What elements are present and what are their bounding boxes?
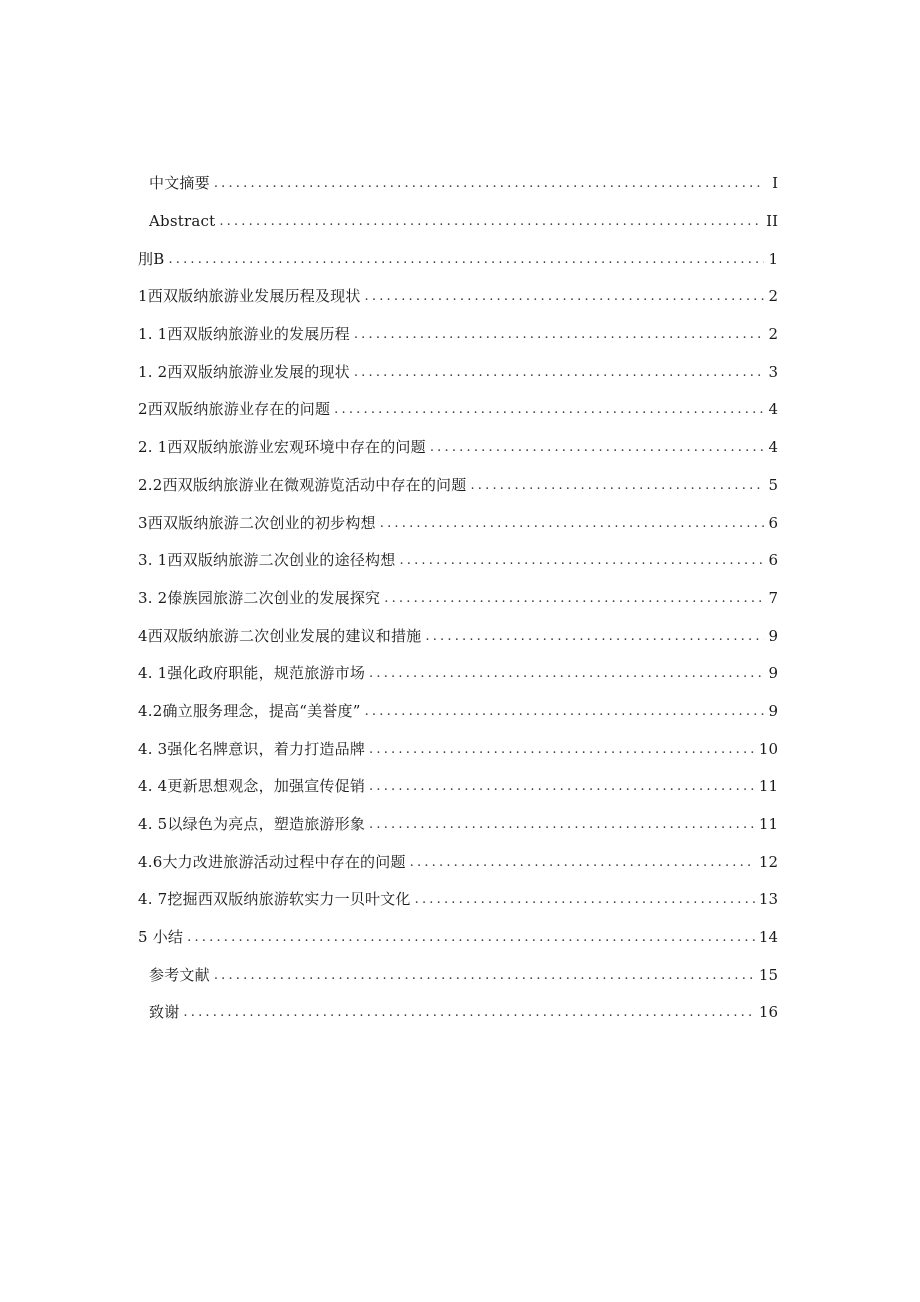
- toc-entry-title: 1. 1西双版纳旅游业的发展历程: [138, 325, 350, 344]
- toc-entry-title: 刖B: [138, 249, 165, 268]
- toc-entry-title: 1. 2西双版纳旅游业发展的现状: [138, 362, 350, 381]
- toc-entry-page-number: 5: [768, 475, 778, 494]
- toc-entry-page-number: 14: [758, 928, 778, 947]
- dot-leader: [354, 328, 764, 341]
- toc-entry-page-number: 9: [768, 626, 778, 645]
- toc-entry-title: Abstract: [149, 212, 216, 231]
- toc-entry-title: 参考文献: [149, 965, 210, 984]
- dot-leader: [183, 1006, 755, 1019]
- toc-entry[interactable]: [138, 240, 778, 278]
- toc-entry[interactable]: [138, 843, 778, 881]
- dot-leader: [334, 403, 764, 416]
- toc-entry-page-number: 2: [768, 287, 778, 306]
- dot-leader: [214, 969, 755, 982]
- toc-entry-page-number: 1: [768, 249, 778, 268]
- table-of-contents: [138, 165, 778, 1032]
- dot-leader: [470, 479, 764, 492]
- toc-entry-page-number: 7: [768, 588, 778, 607]
- toc-entry-title: 1西双版纳旅游业发展历程及现状: [138, 287, 361, 306]
- toc-entry-page-number: 12: [758, 852, 778, 871]
- toc-entry[interactable]: [138, 504, 778, 542]
- toc-entry-title: 4西双版纳旅游二次创业发展的建议和措施: [138, 626, 422, 645]
- toc-entry[interactable]: [138, 429, 778, 467]
- toc-entry-title: 4.2确立服务理念，提高“美誉度”: [138, 701, 361, 720]
- toc-entry[interactable]: [138, 994, 778, 1032]
- toc-entry[interactable]: [138, 278, 778, 316]
- dot-leader: [365, 705, 764, 718]
- toc-entry[interactable]: [138, 655, 778, 693]
- toc-entry-page-number: 10: [758, 739, 778, 758]
- dot-leader: [399, 554, 764, 567]
- toc-entry[interactable]: [138, 580, 778, 618]
- toc-entry-page-number: 9: [768, 664, 778, 683]
- toc-entry-page-number: 11: [758, 777, 778, 796]
- dot-leader: [430, 441, 764, 454]
- toc-entry-title: 3. 1西双版纳旅游二次创业的途径构想: [138, 551, 396, 570]
- toc-entry-title: 4. 5以绿色为亮点，塑造旅游形象: [138, 815, 366, 834]
- toc-entry[interactable]: [138, 693, 778, 731]
- toc-entry-title: 3. 2傣族园旅游二次创业的发展探究: [138, 588, 381, 607]
- toc-entry-page-number: 6: [768, 551, 778, 570]
- toc-entry-page-number: 3: [768, 362, 778, 381]
- dot-leader: [415, 893, 755, 906]
- toc-entry-page-number: 15: [758, 965, 778, 984]
- toc-entry-title: 4. 7挖掘西双版纳旅游软实力一贝叶文化: [138, 890, 411, 909]
- toc-entry-title: 2西双版纳旅游业存在的问题: [138, 400, 331, 419]
- toc-entry-title: 4. 1强化政府职能，规范旅游市场: [138, 664, 366, 683]
- toc-entry-page-number: I: [772, 174, 778, 193]
- toc-entry-title: 2.2西双版纳旅游业在微观游览活动中存在的问题: [138, 475, 467, 494]
- toc-entry-title: 4.6大力改进旅游活动过程中存在的问题: [138, 852, 406, 871]
- toc-entry[interactable]: [138, 768, 778, 806]
- toc-entry[interactable]: [138, 881, 778, 919]
- dot-leader: [168, 253, 764, 266]
- dot-leader: [187, 931, 755, 944]
- toc-entry[interactable]: [138, 617, 778, 655]
- toc-entry-title: 中文摘要: [149, 174, 210, 193]
- dot-leader: [410, 856, 755, 869]
- toc-entry-page-number: 4: [768, 438, 778, 457]
- toc-entry[interactable]: [138, 806, 778, 844]
- toc-entry-page-number: 16: [758, 1003, 778, 1022]
- toc-entry[interactable]: [138, 956, 778, 994]
- toc-entry[interactable]: [138, 730, 778, 768]
- toc-entry[interactable]: [138, 391, 778, 429]
- toc-entry[interactable]: [138, 467, 778, 505]
- toc-entry-title: 5 小结: [138, 928, 184, 947]
- toc-entry-page-number: II: [766, 212, 778, 231]
- dot-leader: [214, 177, 764, 190]
- toc-entry-page-number: 13: [758, 890, 778, 909]
- toc-entry-page-number: 2: [768, 325, 778, 344]
- toc-entry[interactable]: [138, 919, 778, 957]
- dot-leader: [369, 818, 755, 831]
- dot-leader: [369, 743, 755, 756]
- toc-entry[interactable]: [138, 542, 778, 580]
- toc-entry-title: 致谢: [149, 1003, 180, 1022]
- toc-entry-title: 3西双版纳旅游二次创业的初步构想: [138, 513, 376, 532]
- toc-entry-title: 4. 3强化名牌意识，着力打造品牌: [138, 739, 366, 758]
- dot-leader: [380, 517, 764, 530]
- dot-leader: [369, 667, 764, 680]
- toc-entry-title: 4. 4更新思想观念，加强宣传促销: [138, 777, 366, 796]
- toc-entry[interactable]: [138, 165, 778, 203]
- dot-leader: [384, 592, 764, 605]
- dot-leader: [354, 366, 764, 379]
- toc-entry-page-number: 9: [768, 701, 778, 720]
- dot-leader: [369, 780, 755, 793]
- dot-leader: [425, 630, 764, 643]
- toc-entry-page-number: 4: [768, 400, 778, 419]
- toc-entry-title: 2. 1西双版纳旅游业宏观环境中存在的问题: [138, 438, 426, 457]
- dot-leader: [219, 215, 762, 228]
- toc-entry[interactable]: [138, 316, 778, 354]
- dot-leader: [365, 290, 764, 303]
- toc-entry-page-number: 11: [758, 815, 778, 834]
- toc-entry[interactable]: [138, 353, 778, 391]
- toc-entry-page-number: 6: [768, 513, 778, 532]
- toc-entry[interactable]: [138, 203, 778, 241]
